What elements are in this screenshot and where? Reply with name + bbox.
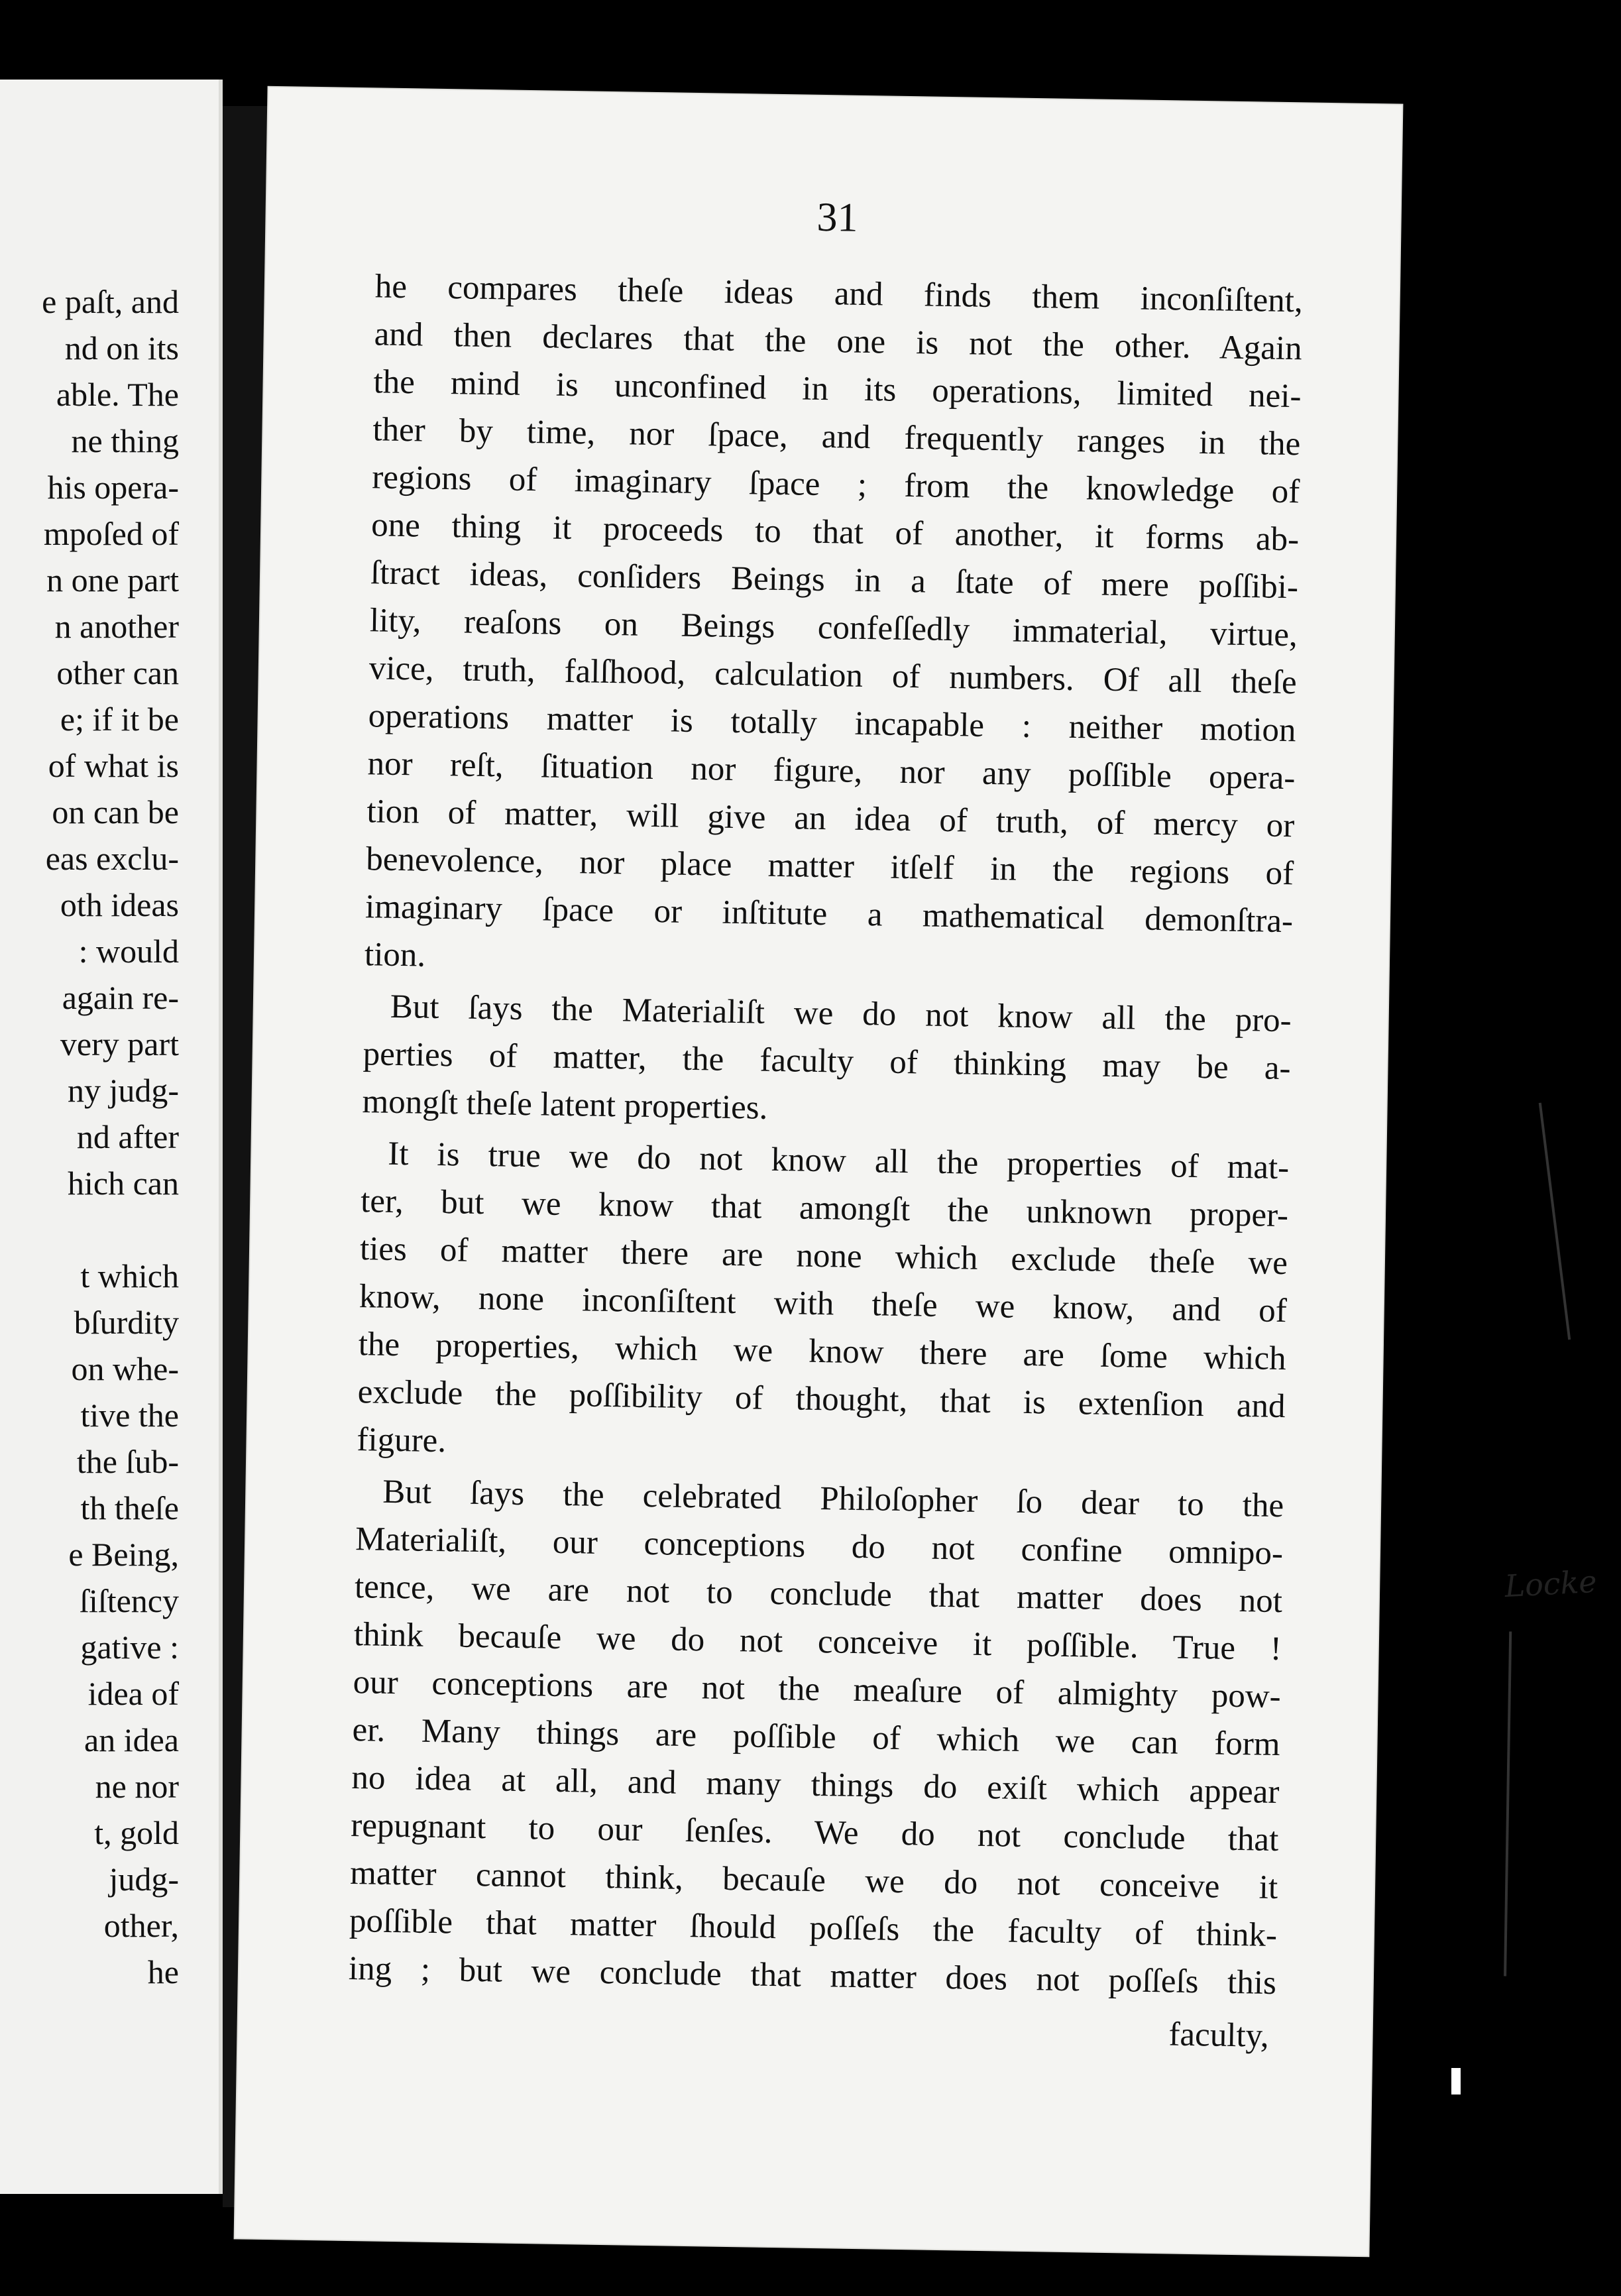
text-line: It is true we do not know all the properties of mat- bbox=[387, 1135, 1290, 1187]
facing-page-line: t, gold bbox=[94, 1814, 179, 1851]
facing-page-line: nd after bbox=[76, 1118, 179, 1155]
text-line: exclude the poſſibility of thought, that is extenſion and bbox=[357, 1373, 1286, 1426]
facing-page-line: tive the bbox=[80, 1397, 179, 1434]
page-body bbox=[347, 262, 1303, 2060]
facing-page-line: n one part bbox=[46, 561, 179, 599]
text-line: know, none inconſiſtent with theſe we know, and of bbox=[359, 1278, 1288, 1330]
handwritten-margin-note: Locke bbox=[1504, 1563, 1598, 1605]
facing-page-line: other can bbox=[56, 654, 179, 691]
facing-page-line: oth ideas bbox=[60, 886, 179, 923]
text-line: mongſt theſe latent properties. bbox=[362, 1083, 768, 1127]
facing-page-line: ſiſtency bbox=[80, 1582, 179, 1619]
facing-page-line: t which bbox=[80, 1257, 179, 1294]
text-line: Materialiſt, our conceptions do not confine omnipo- bbox=[355, 1521, 1284, 1573]
facing-page-line: eas exclu- bbox=[45, 840, 179, 877]
text-line: ties of matter there are none which exclude theſe we bbox=[359, 1230, 1288, 1283]
facing-page-line: idea of bbox=[87, 1675, 179, 1712]
facing-page-line: of what is bbox=[48, 747, 179, 784]
facing-page-line: n another bbox=[54, 608, 179, 645]
facing-page-line bbox=[0, 1206, 179, 1253]
facing-page-line: : would bbox=[78, 933, 179, 970]
text-line: the properties, which we know there are ſome which bbox=[358, 1326, 1287, 1378]
facing-page-left bbox=[0, 80, 223, 2194]
margin-bracket-mark bbox=[1504, 1631, 1512, 1976]
facing-page-text bbox=[0, 278, 179, 1995]
text-line: imaginary ſpace or inſtitute a mathematical demonſtra- bbox=[364, 888, 1294, 941]
facing-page-line: able. The bbox=[56, 376, 179, 413]
facing-page-line: he bbox=[147, 1953, 179, 1990]
text-line: ther by time, nor ſpace, and frequently ranges in the bbox=[372, 411, 1301, 463]
margin-bracket-mark bbox=[1539, 1103, 1571, 1340]
facing-page-line: again re- bbox=[62, 979, 179, 1016]
text-line: operations matter is totally incapable : neither motion bbox=[368, 697, 1296, 750]
paragraph bbox=[357, 1129, 1290, 1478]
facing-page-line: on whe- bbox=[71, 1350, 179, 1387]
scan-corner-mark bbox=[1451, 2068, 1461, 2095]
facing-page-line: ny judg- bbox=[67, 1072, 179, 1109]
facing-page-line: ne thing bbox=[71, 422, 179, 459]
paragraph bbox=[364, 262, 1303, 993]
facing-page-line: nd on its bbox=[64, 329, 179, 367]
text-line: ter, but we know that amongſt the unknown proper- bbox=[360, 1182, 1289, 1235]
text-line: ing ; but we conclude that matter does not poſſeſs this bbox=[348, 1950, 1277, 2002]
facing-page-line: e Being, bbox=[68, 1536, 179, 1573]
text-line: ſtract ideas, conſiders Beings in a ſtate of mere poſſibi- bbox=[370, 554, 1299, 606]
facing-page-line: an idea bbox=[84, 1721, 179, 1758]
facing-page-line: his opera- bbox=[47, 469, 179, 506]
text-line: tion of matter, will give an idea of truth, of mercy or bbox=[366, 793, 1295, 845]
facing-page-line: hich can bbox=[68, 1165, 179, 1202]
text-line: vice, truth, falſhood, calculation of numbers. Of all theſe bbox=[368, 650, 1298, 702]
text-line: perties of matter, the faculty of thinking may be a- bbox=[363, 1035, 1291, 1088]
page-number: 31 bbox=[816, 194, 859, 241]
text-line: and then declares that the one is not the other. Again bbox=[374, 316, 1303, 368]
text-line: the mind is unconfined in its operations, limited nei- bbox=[373, 363, 1302, 416]
text-line: But ſays the celebrated Philoſopher ſo dear to the bbox=[382, 1473, 1284, 1525]
text-line: one thing it proceeds to that of another, it forms ab- bbox=[370, 506, 1300, 559]
facing-page-line: th theſe bbox=[80, 1489, 179, 1526]
text-line: think becauſe we do not conceive it poſſible. True ! bbox=[353, 1616, 1282, 1668]
scanned-page bbox=[235, 87, 1598, 2256]
paragraph bbox=[362, 982, 1292, 1140]
facing-page-line: ne nor bbox=[95, 1768, 179, 1805]
text-line: figure. bbox=[357, 1421, 447, 1460]
text-line: our conceptions are not the meaſure of almighty pow- bbox=[353, 1664, 1282, 1716]
text-line: tence, we are not to conclude that matter does not bbox=[354, 1568, 1283, 1621]
text-line: But ſays the Materialiſt we do not know all the pro- bbox=[390, 988, 1292, 1040]
facing-page-line: e paſt, and bbox=[42, 283, 179, 320]
facing-page-line: bſurdity bbox=[74, 1304, 179, 1341]
text-line: regions of imaginary ſpace ; from the knowledge of bbox=[371, 459, 1300, 511]
facing-page-line: on can be bbox=[52, 793, 179, 831]
facing-page-line: gative : bbox=[80, 1629, 179, 1666]
text-line: tion. bbox=[364, 936, 426, 974]
facing-page-line: mpoſed of bbox=[43, 515, 179, 552]
facing-page-line: judg- bbox=[109, 1861, 179, 1898]
text-line: repugnant to our ſenſes. We do not conclude that bbox=[350, 1807, 1279, 1859]
facing-page-line: e; if it be bbox=[60, 701, 179, 738]
text-line: he compares theſe ideas and finds them inconſiſtent, bbox=[374, 268, 1304, 320]
text-line: no idea at all, and many things do exiſt which appear bbox=[351, 1759, 1280, 1811]
text-line: er. Many things are poſſible of which we can form bbox=[352, 1711, 1280, 1764]
catchword: faculty, bbox=[1168, 2016, 1270, 2055]
text-line: poſſible that matter ſhould poſſeſs the faculty of think- bbox=[349, 1902, 1278, 1955]
facing-page-line: very part bbox=[60, 1025, 179, 1062]
text-line: lity, reaſons on Beings confeſſedly immaterial, virtue, bbox=[369, 602, 1298, 654]
facing-page-line: the ſub- bbox=[76, 1443, 179, 1480]
paragraph bbox=[348, 1467, 1284, 2007]
facing-page-line: other, bbox=[103, 1907, 179, 1944]
text-line: matter cannot think, becauſe we do not conceive it bbox=[349, 1855, 1278, 1907]
text-line: benevolence, nor place matter itſelf in the regions of bbox=[365, 840, 1294, 893]
text-line: nor reſt, ſituation nor figure, nor any poſſible opera- bbox=[367, 745, 1296, 797]
